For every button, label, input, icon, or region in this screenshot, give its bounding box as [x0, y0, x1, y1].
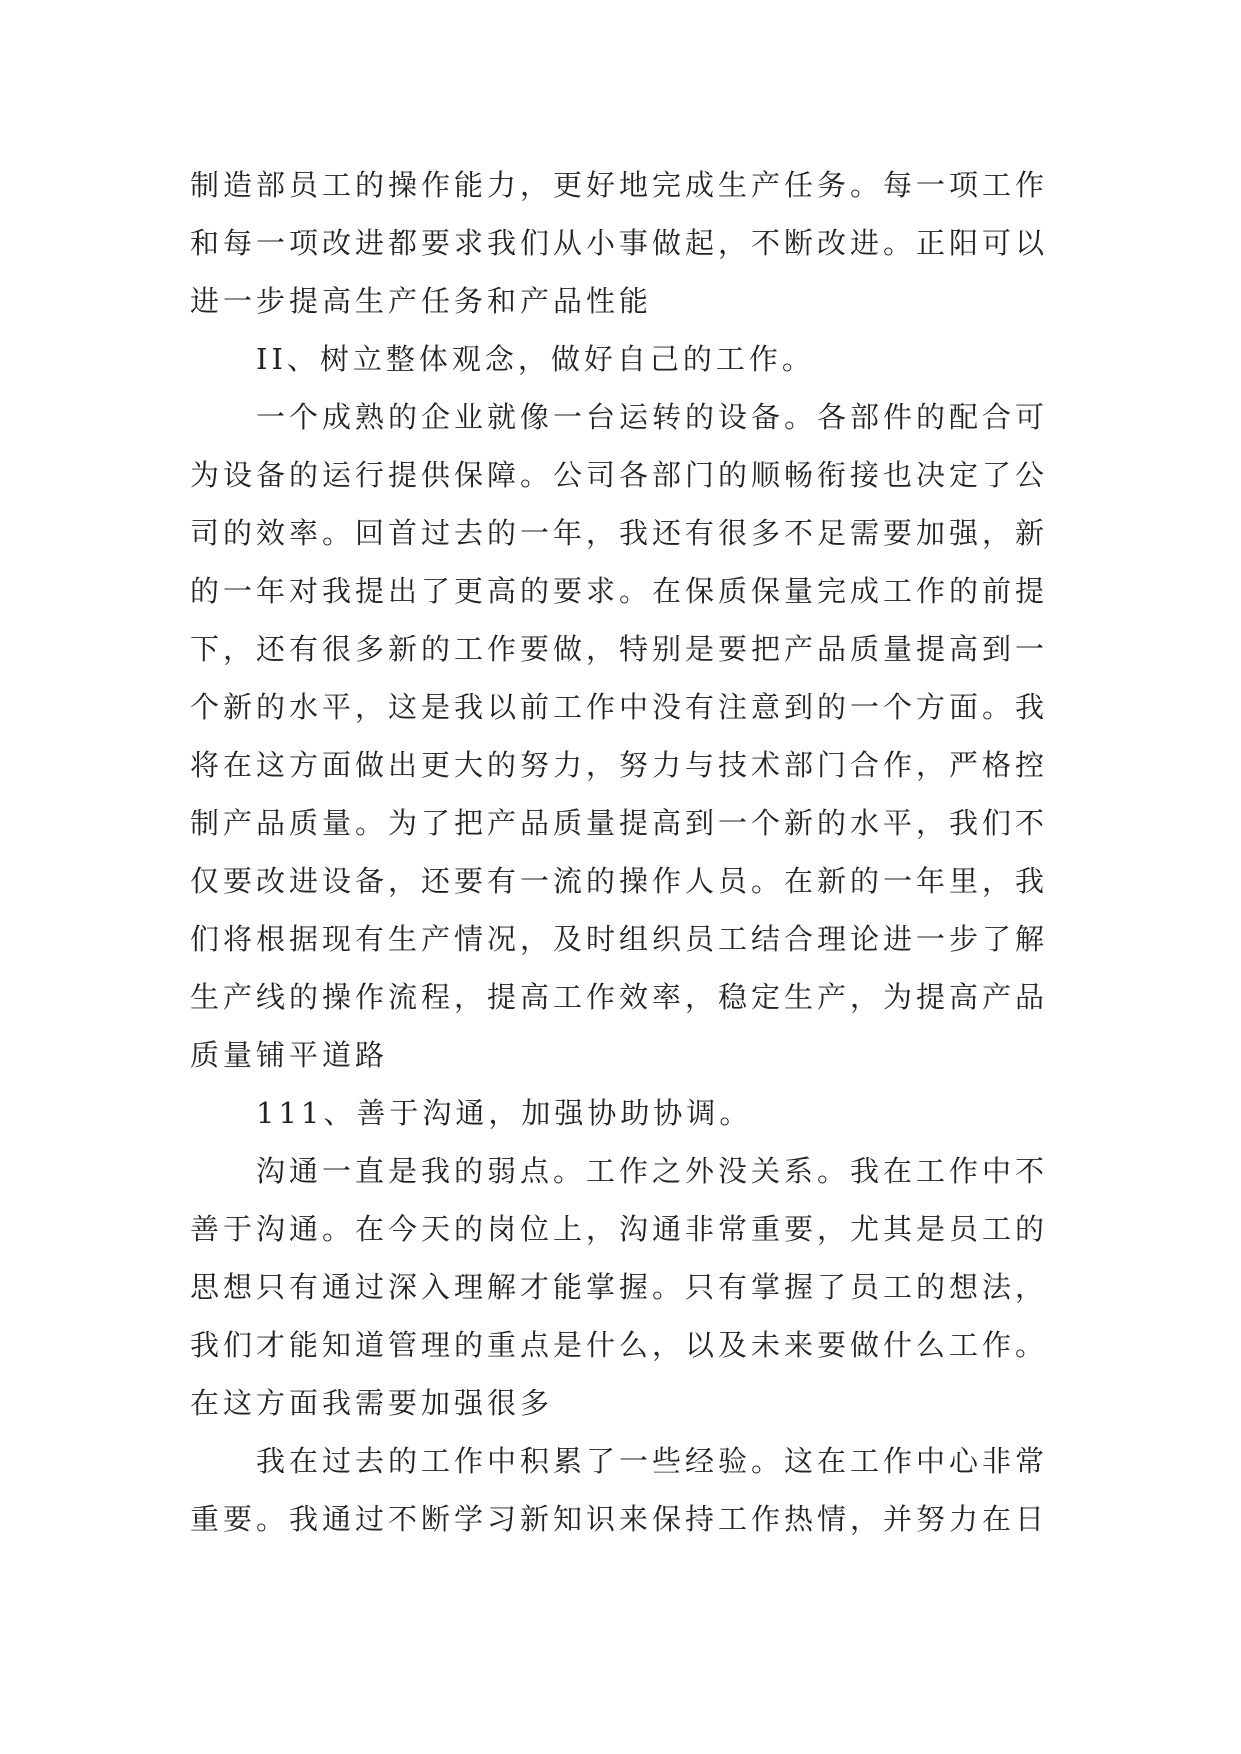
text-line: 进一步提高生产任务和产品性能 [190, 284, 653, 318]
body-paragraph [190, 388, 1090, 1084]
text-line: 的一年对我提出了更高的要求。在保质保量完成工作的前提 [190, 574, 1049, 608]
text-line: 在这方面我需要加强很多 [190, 1386, 554, 1420]
text-line: 下，还有很多新的工作要做，特别是要把产品质量提高到一 [190, 632, 1049, 666]
body-paragraph [190, 156, 1090, 330]
body-paragraph [190, 1142, 1090, 1432]
document-page [190, 156, 1090, 1548]
text-line: 质量铺平道路 [190, 1038, 389, 1072]
text-line: 制造部员工的操作能力，更好地完成生产任务。每一项工作 [190, 168, 1049, 202]
section-heading-text: 111、善于沟通，加强协助协调。 [256, 1096, 753, 1130]
text-line: 生产线的操作流程，提高工作效率，稳定生产，为提高产品 [190, 980, 1049, 1014]
text-line: 将在这方面做出更大的努力，努力与技术部门合作，严格控 [190, 748, 1049, 782]
text-line: 一个成熟的企业就像一台运转的设备。各部件的配合可 [256, 400, 1049, 434]
text-line: 制产品质量。为了把产品质量提高到一个新的水平，我们不 [190, 806, 1049, 840]
section-heading-text: II、树立整体观念，做好自己的工作。 [256, 342, 815, 376]
section-heading [190, 330, 1090, 388]
text-line: 我们才能知道管理的重点是什么，以及未来要做什么工作。 [190, 1328, 1049, 1362]
text-line: 重要。我通过不断学习新知识来保持工作热情，并努力在日 [190, 1502, 1049, 1536]
text-line: 个新的水平，这是我以前工作中没有注意到的一个方面。我 [190, 690, 1049, 724]
text-line: 和每一项改进都要求我们从小事做起，不断改进。正阳可以 [190, 226, 1049, 260]
body-paragraph [190, 1432, 1090, 1548]
text-line: 们将根据现有生产情况，及时组织员工结合理论进一步了解 [190, 922, 1049, 956]
section-heading [190, 1084, 1090, 1142]
text-line: 我在过去的工作中积累了一些经验。这在工作中心非常 [256, 1444, 1049, 1478]
text-line: 善于沟通。在今天的岗位上，沟通非常重要，尤其是员工的 [190, 1212, 1049, 1246]
text-line: 思想只有通过深入理解才能掌握。只有掌握了员工的想法， [190, 1270, 1049, 1304]
text-line: 仅要改进设备，还要有一流的操作人员。在新的一年里，我 [190, 864, 1049, 898]
text-line: 沟通一直是我的弱点。工作之外没关系。我在工作中不 [256, 1154, 1049, 1188]
text-line: 为设备的运行提供保障。公司各部门的顺畅衔接也决定了公 [190, 458, 1049, 492]
text-line: 司的效率。回首过去的一年，我还有很多不足需要加强，新 [190, 516, 1049, 550]
